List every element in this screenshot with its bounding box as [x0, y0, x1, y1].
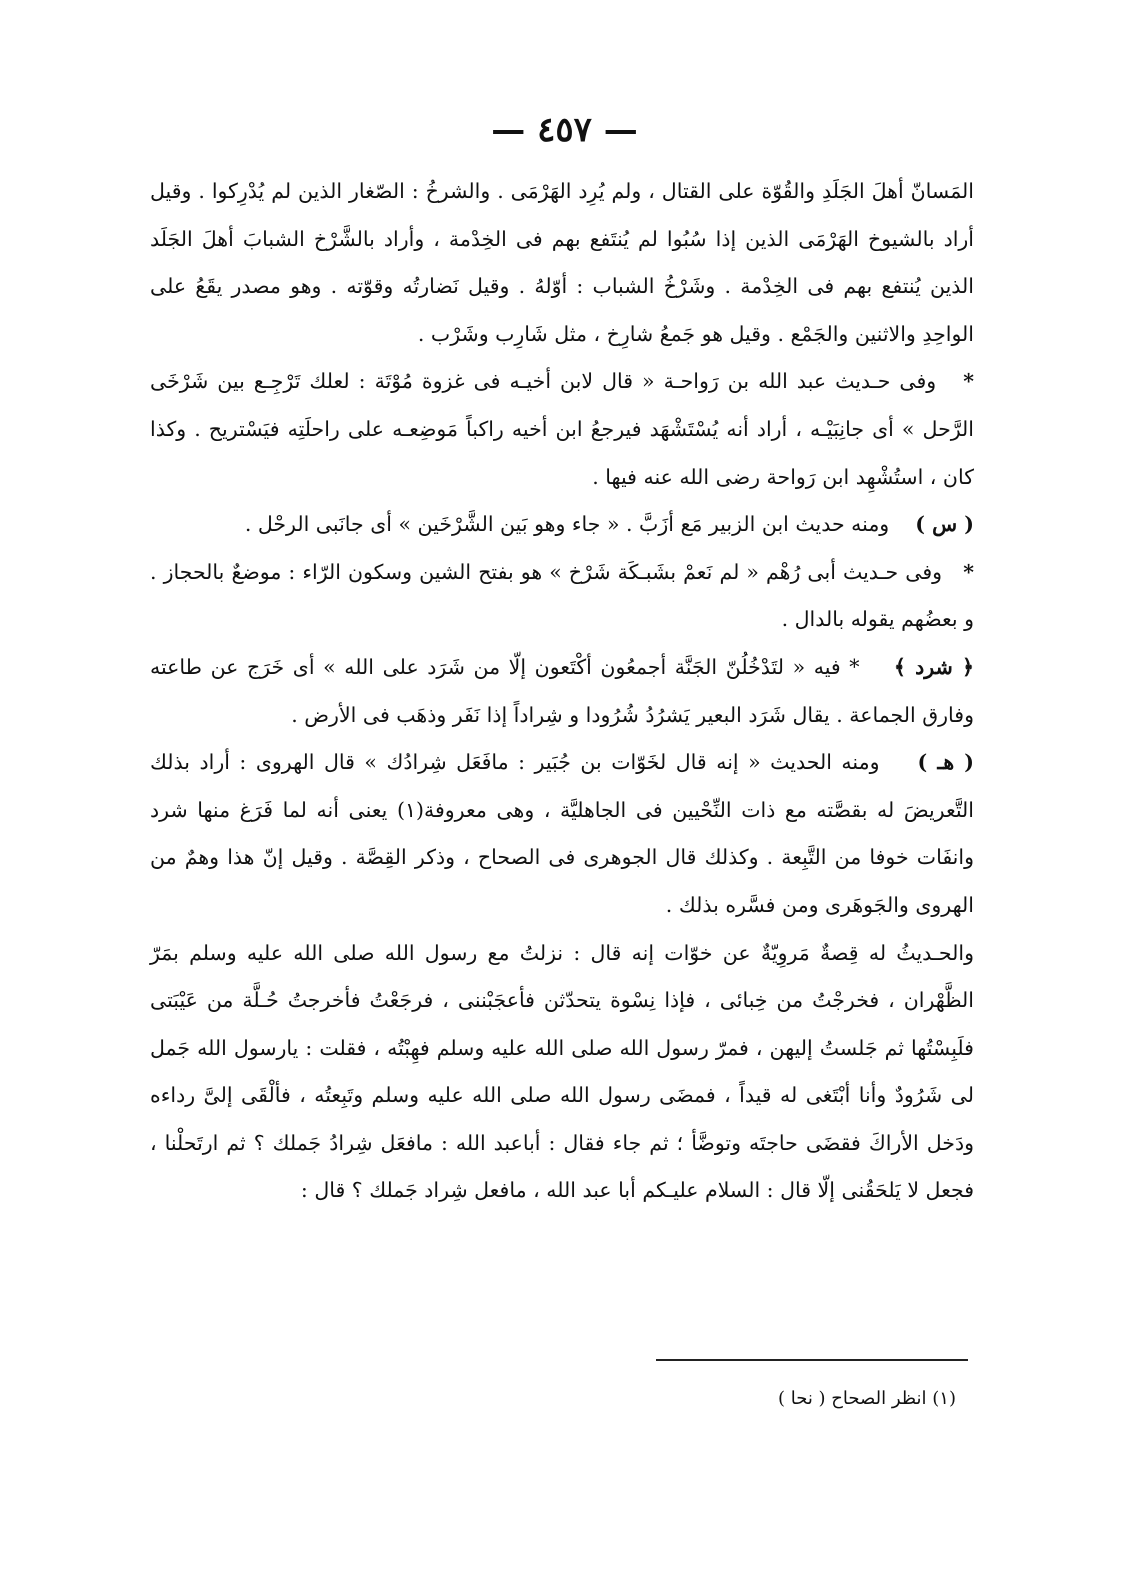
paragraph-1 [150, 168, 974, 358]
entry-headword: ﴿ شرد ﴾ [893, 654, 974, 679]
paragraph-7 [150, 930, 974, 1216]
paragraph-text: المَسانّ أهلَ الجَلَدِ والقُوّة على القتال ، ولم يُرِد الهَرْمَى . والشرخُ : الصّغار الذين لم يُدْرِكوا . وقيل أراد بالشيوخ الهَرْمَى الذين إذا سُبُوا لم يُنتَفع بهم فى الخِدْمة ، وأراد بالشَّرْخ الشبابَ أهلَ الجَلَد الذين يُنتفع بهم فى الخِدْمة . وشَرْخُ الشباب : أوّلهُ . وقيل نَضارتُه وقوّته . وهو مصدر يقَعُ على الواحِدِ والاثنين والجَمْع . وقيل هو جَمعُ شارِخ ، مثل شَارِب وشَرْب . [150, 179, 974, 346]
paragraph-marker: * [963, 559, 974, 584]
paragraph-3 [150, 501, 974, 549]
paragraph-text: والحـديثُ له قِصةٌ مَروِيّةٌ عن خوّات إنه قال : نزلتُ مع رسول الله صلى الله عليه وسلم بمَرّ الظَّهْران ، فخرجْتُ من خِبائى ، فإذا نِسْوة يتحدّثن فأعجَبْننى ، فرجَعْتُ فأخرجتُ حُـلَّة من عَيْبَتى فلَبِسْتُها ثم جَلستُ إليهن ، فمرّ رسول الله صلى الله عليه وسلم فهِبْتُه ، فقلت : يارسول الله جَمل لى شَرُودٌ وأنا أبْتَغى له قيداً ، فمضَى رسول الله صلى الله عليه وسلم وتَبِعتُه ، فألْقَى إلىَّ رداءه ودَخل الأراكَ فقضَى حاجتَه وتوضَّأ ؛ ثم جاء فقال : أباعبد الله : مافعَل شِرادُ جَملك ؟ ثم ارتَحلْنا ، فجعل لا يَلحَقُنى إلّا قال : السلام عليـكم أبا عبد الله ، مافعل شِراد جَملك ؟ قال : [150, 940, 974, 1203]
paragraph-text: * فيه « لتَدْخُلُنّ الجَنَّة أجمعُون أكْتَعون إلّا من شَرَد على الله » أى خَرَج عن طاعته وفارق الجماعة . يقال شَرَد البعير يَشرُدُ شُرُودا و شِراداً إذا نَفَر وذهَب فى الأرض . [150, 654, 974, 727]
text-body [150, 168, 974, 1215]
paragraph-text: ومنه حديث ابن الزبير مَع أزَبَّ . « جاء وهو بَين الشَّرْخَين » أى جانَبى الرحْل . [244, 512, 890, 537]
paragraph-2 [150, 358, 974, 501]
footnote-separator [656, 1359, 968, 1361]
paragraph-5 [150, 644, 974, 739]
paragraph-text: ومنه الحديث « إنه قال لخَوّات بن جُبَير : مافَعَل شِرادُك » قال الهروى : أراد بذلك التَّعريضَ له بقصَّته مع ذات النِّحْيين فى الجاهليَّة ، وهى معروفة(١) يعنى أنه لما فَرَغ منها شرد وانفَات خوفا من التَّبِعة . وكذلك قال الجوهرى فى الصحاح ، وذكر القِصَّة . وقيل إنّ هذا وهمٌ من الهروى والجَوهَرى ومن فسَّره بذلك . [150, 750, 975, 917]
footnote: (١) انظر الصحاح ( نحا ) [777, 1388, 956, 1409]
paragraph-6 [150, 739, 974, 929]
page-number: — ٤٥٧ — [491, 110, 638, 150]
paragraph-marker: ( س ) [915, 512, 974, 537]
paragraph-marker: ( هـ ) [917, 750, 974, 775]
paragraph-marker: * [963, 369, 974, 394]
paragraph-4 [150, 549, 974, 644]
paragraph-text: وفى حـديث عبد الله بن رَواحـة « قال لابن أخيـه فى غزوة مُوْتَة : لعلك تَرْجِـع بين شَرْخَى الرَّحل » أى جانِبَيْـه ، أراد أنه يُسْتَشْهَد فيرجعُ ابن أخيه راكباً مَوضِعـه على راحلَتِه فيَسْتريح . وكذا كان ، استُشْهِد ابن رَواحة رضى الله عنه فيها . [150, 369, 974, 489]
paragraph-text: وفى حـديث أبى رُهْم « لم نَعمْ بشَبـكَة شَرْخ » هو بفتح الشين وسكون الرّاء : موضعٌ بالحجاز . و بعضُهم يقوله بالدال . [150, 559, 974, 632]
